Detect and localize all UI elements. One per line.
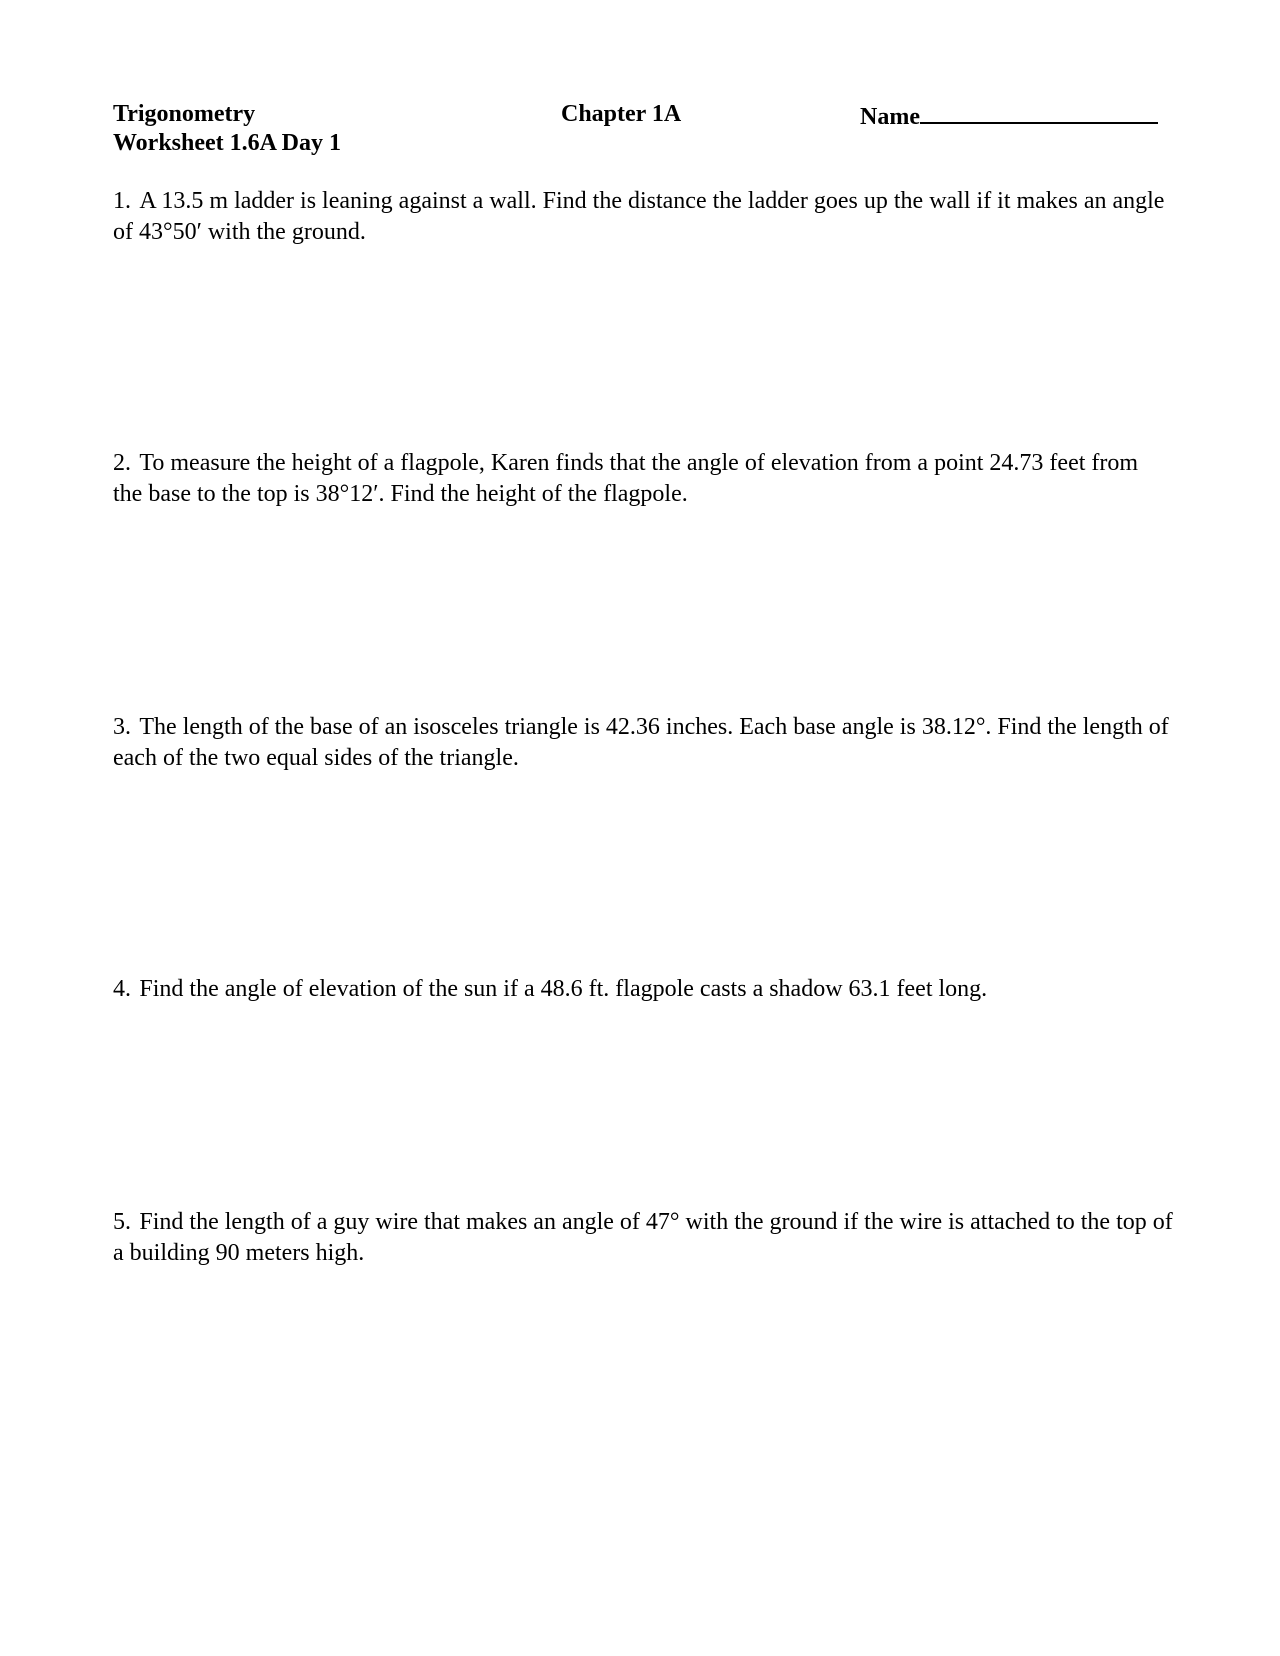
problem-text: A 13.5 m ladder is leaning against a wall. Find the distance the ladder goes up the wall if it makes an angle of 43°50′ with the ground. — [113, 188, 1165, 245]
problem-4 — [113, 974, 1173, 1005]
problem-3 — [113, 712, 1173, 774]
chapter-title: Chapter 1A — [561, 101, 682, 127]
name-field — [860, 100, 1158, 131]
problem-2 — [113, 448, 1173, 510]
problem-text: Find the length of a guy wire that makes an angle of 47° with the ground if the wire is attached to the top of a building 90 meters high. — [113, 1209, 1173, 1266]
problem-1 — [113, 186, 1173, 248]
problem-number: 2. — [113, 450, 131, 476]
problem-number: 5. — [113, 1209, 131, 1235]
problem-text: Find the angle of elevation of the sun if a 48.6 ft. flagpole casts a shadow 63.1 feet long. — [139, 976, 988, 1002]
problem-number: 4. — [113, 976, 131, 1002]
problem-text: To measure the height of a flagpole, Karen finds that the angle of elevation from a point 24.73 feet from the base to the top is 38°12′. Find the height of the flagpole. — [113, 450, 1139, 507]
course-title: Trigonometry — [113, 101, 256, 127]
problem-number: 1. — [113, 188, 131, 214]
name-label: Name — [860, 104, 920, 130]
worksheet-title: Worksheet 1.6A Day 1 — [113, 130, 341, 156]
problem-5 — [113, 1207, 1173, 1269]
problem-text: The length of the base of an isosceles triangle is 42.36 inches. Each base angle is 38.12°. Find the length of each of the two equal sides of the triangle. — [113, 714, 1169, 771]
name-blank-line — [920, 100, 1158, 124]
problem-number: 3. — [113, 714, 131, 740]
